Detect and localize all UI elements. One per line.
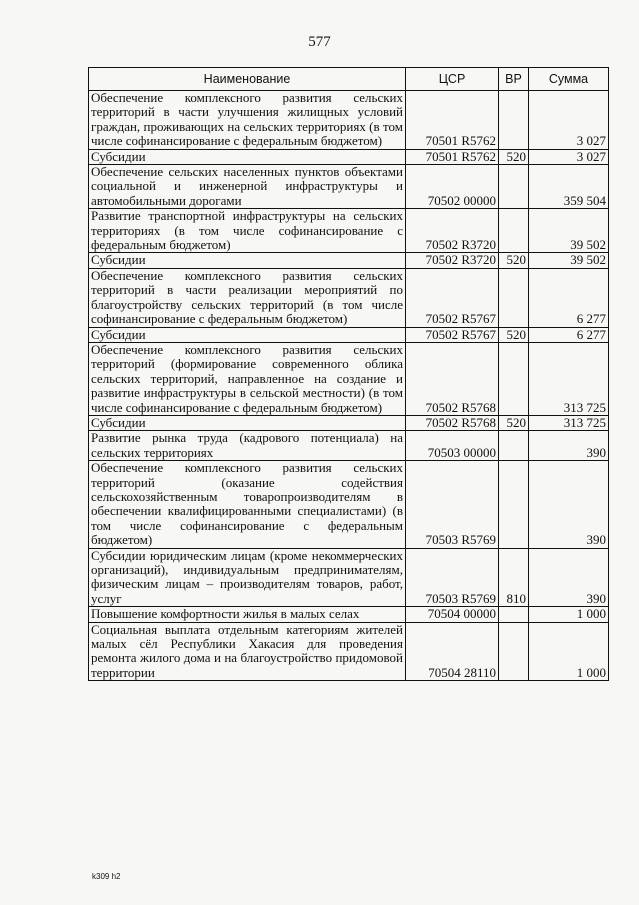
- row-name: Обеспечение комплексного развития сельских территорий в части улучшения жилищных условий граждан, проживающих на сельских территориях (в том числе софинансирование с федеральным бюджетом): [89, 91, 406, 150]
- table-header-row: [89, 68, 609, 91]
- row-vr: [499, 342, 529, 415]
- table-row: [89, 607, 609, 622]
- row-sum: 39 502: [529, 253, 609, 268]
- row-name: Повышение комфортности жилья в малых селах: [89, 607, 406, 622]
- row-vr: [499, 91, 529, 150]
- table-row: [89, 342, 609, 415]
- row-csr: 70501 R5762: [406, 149, 499, 164]
- row-sum: 313 725: [529, 415, 609, 430]
- row-csr: 70502 R3720: [406, 209, 499, 253]
- row-csr: 70502 R5768: [406, 415, 499, 430]
- row-csr: 70503 00000: [406, 431, 499, 461]
- row-sum: 39 502: [529, 209, 609, 253]
- row-vr: [499, 431, 529, 461]
- column-header-sum: Сумма: [529, 68, 609, 91]
- row-vr: [499, 622, 529, 681]
- row-name: Субсидии: [89, 149, 406, 164]
- row-sum: 390: [529, 548, 609, 607]
- table-row: [89, 431, 609, 461]
- document-footer-code: k309 h2: [92, 872, 121, 881]
- row-sum: 3 027: [529, 149, 609, 164]
- row-name: Субсидии юридическим лицам (кроме некоммерческих организаций), индивидуальным предпринимателям, физическим лицам – производителям товаров, работ, услуг: [89, 548, 406, 607]
- table-row: [89, 165, 609, 209]
- table-row: [89, 327, 609, 342]
- row-sum: 313 725: [529, 342, 609, 415]
- column-header-name: Наименование: [89, 68, 406, 91]
- page-number: 577: [308, 34, 331, 50]
- row-csr: 70504 00000: [406, 607, 499, 622]
- row-name: Обеспечение комплексного развития сельских территорий (формирование современного облика сельских территорий, направленное на создание и развитие инфраструктуры в сельской местности) (в том числе софинансирование с федеральным бюджетом): [89, 342, 406, 415]
- table-body: [89, 91, 609, 681]
- row-csr: 70502 00000: [406, 165, 499, 209]
- row-sum: 3 027: [529, 91, 609, 150]
- row-sum: 390: [529, 461, 609, 548]
- row-vr: 520: [499, 415, 529, 430]
- table-row: [89, 268, 609, 327]
- row-name: Обеспечение сельских населенных пунктов объектами социальной и инженерной инфраструктуры и автомобильными дорогами: [89, 165, 406, 209]
- table-row: [89, 461, 609, 548]
- row-name: Обеспечение комплексного развития сельских территорий (оказание содействия сельскохозяйственным товаропроизводителям в обеспечении квалифицированными специалистами) (в том числе софинансирование с федеральным бюджетом): [89, 461, 406, 548]
- table-row: [89, 209, 609, 253]
- row-csr: 70501 R5762: [406, 91, 499, 150]
- table-row: [89, 91, 609, 150]
- row-csr: 70503 R5769: [406, 548, 499, 607]
- row-name: Субсидии: [89, 327, 406, 342]
- row-vr: [499, 607, 529, 622]
- row-csr: 70502 R5768: [406, 342, 499, 415]
- row-vr: 520: [499, 327, 529, 342]
- row-name: Субсидии: [89, 415, 406, 430]
- row-sum: 6 277: [529, 327, 609, 342]
- row-name: Развитие рынка труда (кадрового потенциала) на сельских территориях: [89, 431, 406, 461]
- row-csr: 70502 R3720: [406, 253, 499, 268]
- row-vr: [499, 268, 529, 327]
- row-vr: [499, 209, 529, 253]
- row-sum: 390: [529, 431, 609, 461]
- row-csr: 70502 R5767: [406, 327, 499, 342]
- row-name: Субсидии: [89, 253, 406, 268]
- row-sum: 1 000: [529, 622, 609, 681]
- row-csr: 70503 R5769: [406, 461, 499, 548]
- row-name: Социальная выплата отдельным категориям жителей малых сёл Республики Хакасия для проведения ремонта жилого дома и на благоустройство придомовой территории: [89, 622, 406, 681]
- row-sum: 6 277: [529, 268, 609, 327]
- row-vr: [499, 165, 529, 209]
- row-sum: 1 000: [529, 607, 609, 622]
- column-header-csr: ЦСР: [406, 68, 499, 91]
- table-row: [89, 149, 609, 164]
- row-sum: 359 504: [529, 165, 609, 209]
- budget-table: [88, 67, 609, 681]
- row-vr: 810: [499, 548, 529, 607]
- table-row: [89, 415, 609, 430]
- table-row: [89, 548, 609, 607]
- row-vr: 520: [499, 149, 529, 164]
- row-vr: [499, 461, 529, 548]
- table-row: [89, 253, 609, 268]
- table-row: [89, 622, 609, 681]
- row-name: Обеспечение комплексного развития сельских территорий в части реализации мероприятий по благоустройству сельских территорий (в том числе софинансирование с федеральным бюджетом): [89, 268, 406, 327]
- column-header-vr: ВР: [499, 68, 529, 91]
- row-csr: 70502 R5767: [406, 268, 499, 327]
- row-name: Развитие транспортной инфраструктуры на сельских территориях (в том числе софинансирование с федеральным бюджетом): [89, 209, 406, 253]
- row-vr: 520: [499, 253, 529, 268]
- row-csr: 70504 28110: [406, 622, 499, 681]
